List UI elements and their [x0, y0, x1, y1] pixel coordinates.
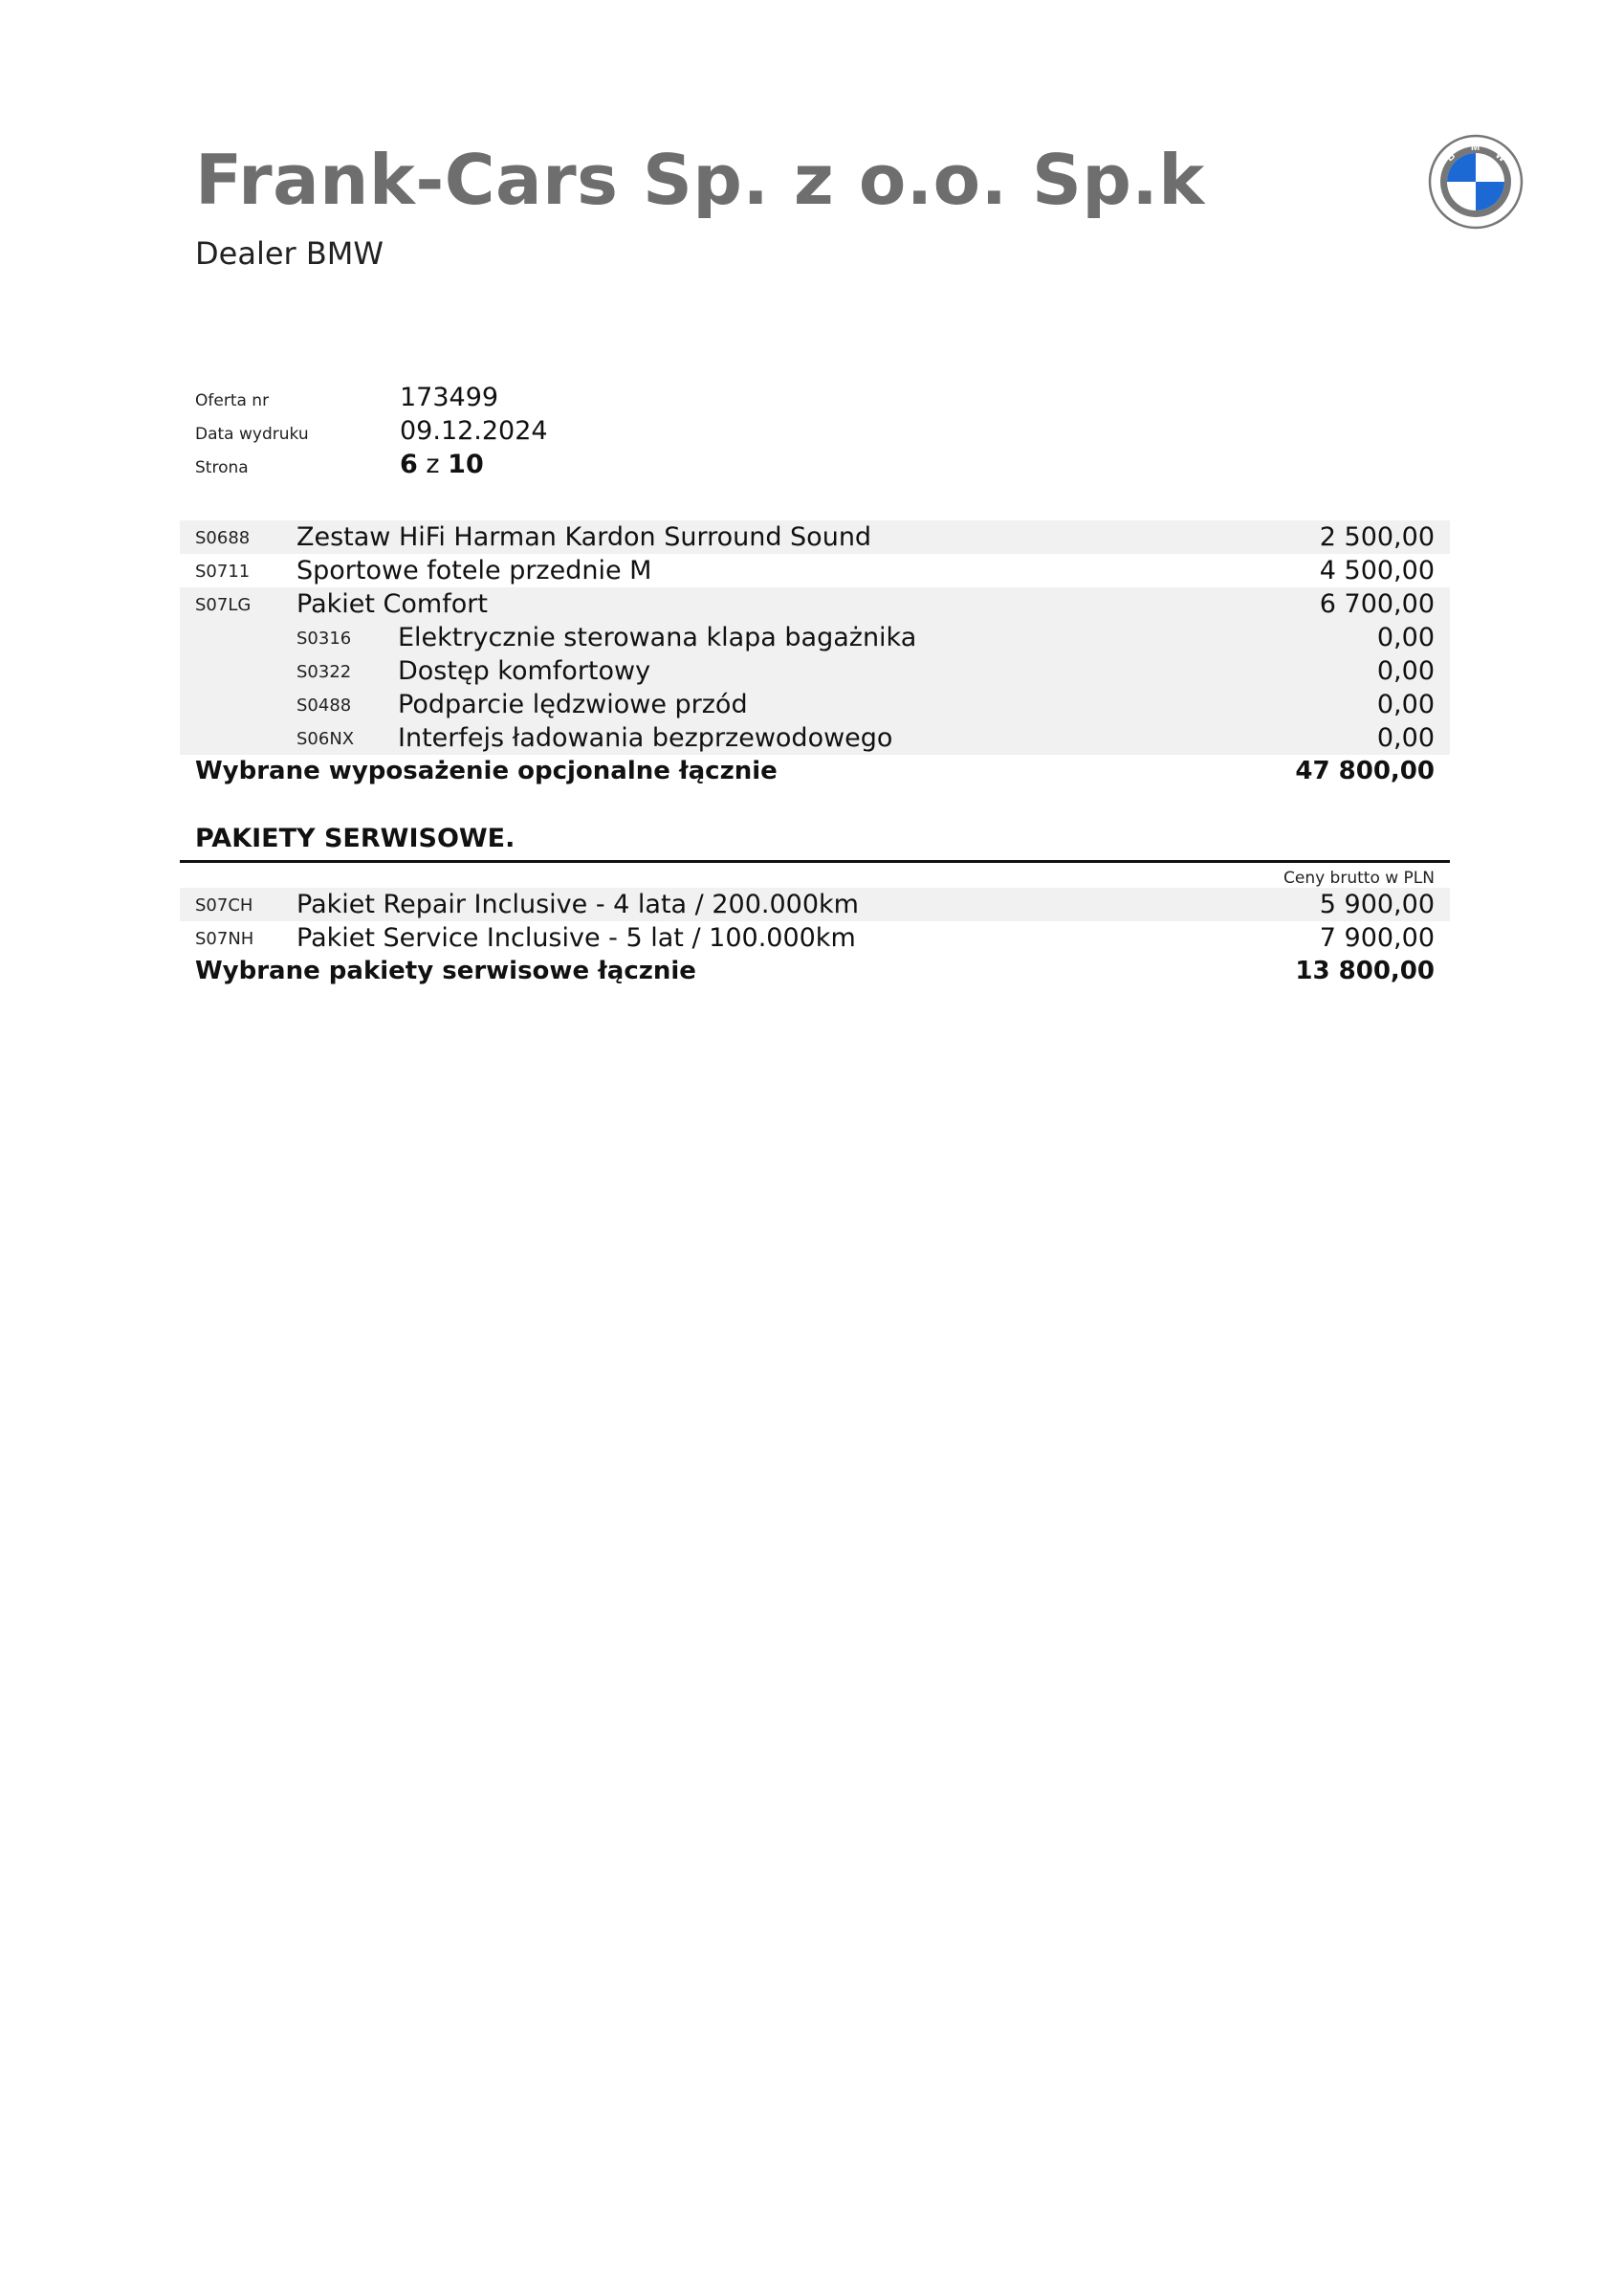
options-total-value: 47 800,00 [1295, 757, 1435, 785]
option-code: S07LG [195, 595, 252, 615]
company-name: Frank-Cars Sp. z o.o. Sp.k [195, 140, 1205, 220]
svg-text:M: M [1471, 142, 1480, 153]
option-price: 0,00 [1376, 623, 1435, 652]
option-description: Pakiet Comfort [296, 589, 488, 619]
table-row [180, 921, 1450, 955]
option-code: S0711 [195, 562, 251, 582]
option-price: 2 500,00 [1319, 522, 1435, 552]
option-price: 0,00 [1376, 690, 1435, 719]
bmw-logo-icon [1428, 134, 1524, 230]
section-divider [180, 860, 1450, 863]
table-row [180, 554, 1450, 587]
option-description: Dostęp komfortowy [398, 656, 651, 686]
options-total-row [180, 755, 1450, 788]
print-date-label: Data wydruku [195, 425, 309, 444]
svg-text:W: W [1493, 149, 1508, 165]
page-label: Strona [195, 458, 249, 477]
table-row-sub [180, 654, 1450, 688]
service-description: Pakiet Service Inclusive - 5 lat / 100.000km [296, 923, 856, 953]
service-section-title: PAKIETY SERWISOWE. [195, 824, 515, 853]
service-price: 5 900,00 [1319, 890, 1435, 919]
option-code: S06NX [296, 729, 355, 749]
service-total-value: 13 800,00 [1295, 957, 1435, 985]
print-date-value: 09.12.2024 [400, 416, 548, 446]
offer-number-value: 173499 [400, 383, 499, 412]
options-total-label: Wybrane wyposażenie opcjonalne łącznie [195, 757, 778, 785]
table-row-sub [180, 721, 1450, 755]
option-price: 4 500,00 [1319, 556, 1435, 585]
service-total-label: Wybrane pakiety serwisowe łącznie [195, 957, 696, 985]
service-description: Pakiet Repair Inclusive - 4 lata / 200.000km [296, 890, 859, 919]
offer-number-label: Oferta nr [195, 391, 270, 410]
option-price: 0,00 [1376, 656, 1435, 686]
option-description: Sportowe fotele przednie M [296, 556, 652, 585]
offer-meta [195, 383, 548, 483]
option-description: Elektrycznie sterowana klapa bagażnika [398, 623, 917, 652]
page-separator: z [426, 450, 440, 479]
page-value [400, 450, 484, 479]
service-code: S07CH [195, 895, 253, 916]
option-description: Interfejs ładowania bezprzewodowego [398, 723, 893, 753]
dealer-subtitle: Dealer BMW [195, 235, 384, 272]
option-code: S0488 [296, 695, 352, 716]
option-description: Podparcie lędzwiowe przód [398, 690, 748, 719]
currency-note: Ceny brutto w PLN [1283, 869, 1435, 888]
page-current: 6 [400, 450, 418, 479]
service-price: 7 900,00 [1319, 923, 1435, 953]
page-total: 10 [448, 450, 484, 479]
table-row-sub [180, 688, 1450, 721]
option-price: 6 700,00 [1319, 589, 1435, 619]
print-date-row [195, 416, 548, 450]
option-code: S0322 [296, 662, 352, 682]
option-code: S0316 [296, 629, 352, 649]
option-description: Zestaw HiFi Harman Kardon Surround Sound [296, 522, 872, 552]
table-row [180, 587, 1450, 621]
service-code: S07NH [195, 929, 254, 949]
page-row [195, 450, 548, 483]
options-table [180, 520, 1450, 788]
table-row-sub [180, 621, 1450, 654]
option-price: 0,00 [1376, 723, 1435, 753]
service-total-row [180, 955, 1450, 988]
table-row [180, 520, 1450, 554]
table-row [180, 888, 1450, 921]
option-code: S0688 [195, 528, 251, 548]
offer-number-row [195, 383, 548, 416]
svg-text:B: B [1444, 149, 1459, 165]
service-table [180, 888, 1450, 988]
